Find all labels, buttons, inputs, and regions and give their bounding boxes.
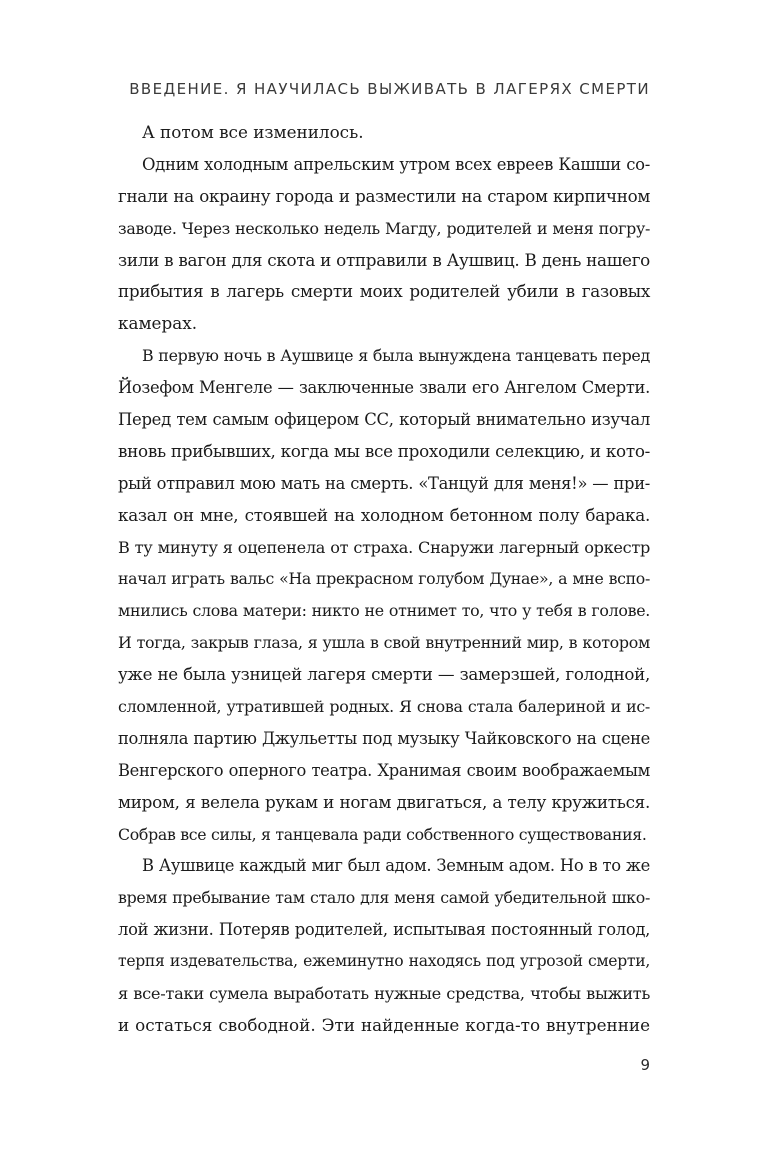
running-header: ВВЕДЕНИЕ. Я НАУЧИЛАСЬ ВЫЖИВАТЬ В ЛАГЕРЯХ СМЕРТИ [129, 80, 650, 98]
text-line: вновь прибывших, когда мы все проходили селекцию, и кото- [118, 440, 650, 461]
text-line: полняла партию Джульетты под музыку Чайковского на сцене [118, 728, 650, 748]
text-line: я все-таки сумела выработать нужные средства, чтобы выжить [118, 984, 650, 1004]
text-line: И тогда, закрыв глаза, я ушла в свой внутренний мир, в котором [118, 633, 650, 653]
text-line: время пребывание там стало для меня самой убедительной шко- [118, 888, 650, 908]
text-line: сломленной, утратившей родных. Я снова стала балериной и ис- [118, 697, 650, 717]
text-line: Одним холодным апрельским утром всех евреев Кашши со- [142, 154, 650, 174]
text-line: А потом все изменилось. [142, 122, 364, 142]
paragraph [118, 117, 650, 149]
text-line: прибытия в лагерь смерти моих родителей убили в газовых [118, 281, 650, 302]
text-line: Перед тем самым офицером СС, который внимательно изучал [118, 410, 650, 430]
text-line: заводе. Через несколько недель Магду, родителей и меня погру- [118, 218, 650, 238]
paragraph [118, 149, 650, 340]
text-line: В Аушвице каждый миг был адом. Земным адом. Но в то же [142, 856, 650, 876]
text-line: начал играть вальс «На прекрасном голубом Дунае», а мне вспо- [118, 569, 650, 589]
text-line: рый отправил мою мать на смерть. «Танцуй для меня!» — при- [118, 473, 650, 493]
text-line: миром, я велела рукам и ногам двигаться, а телу кружиться. [118, 791, 650, 812]
text-line: Собрав все силы, я танцевала ради собственного существования. [118, 824, 647, 844]
text-line: терпя издевательства, ежеминутно находясь под угрозой смерти, [118, 952, 650, 971]
text-line: В ту минуту я оцепенела от страха. Снаружи лагерный оркестр [118, 537, 650, 557]
text-line: мнились слова матери: никто не отнимет то, что у тебя в голове. [118, 601, 650, 621]
text-line: В первую ночь в Аушвице я была вынуждена танцевать перед [142, 346, 650, 366]
text-line: казал он мне, стоявшей на холодном бетонном полу барака. [118, 504, 650, 525]
text-line: Йозефом Менгеле — заключенные звали его Ангелом Смерти. [118, 378, 650, 398]
text-line: Венгерского оперного театра. Хранимая своим воображаемым [118, 760, 650, 780]
paragraph [118, 340, 650, 850]
paragraph [118, 850, 650, 1041]
page-number: 9 [640, 1056, 650, 1074]
text-line: лой жизни. Потеряв родителей, испытывая постоянный голод, [118, 920, 650, 940]
text-line: уже не была узницей лагеря смерти — замерзшей, голодной, [118, 665, 650, 685]
text-line: гнали на окраину города и разместили на старом кирпичном [118, 185, 650, 206]
text-line: зили в вагон для скота и отправили в Аушвиц. В день нашего [118, 249, 650, 270]
text-line: камерах. [118, 313, 198, 334]
body-text [118, 117, 650, 1042]
text-line: и остаться свободной. Эти найденные когда-то внутренние [118, 1014, 650, 1035]
